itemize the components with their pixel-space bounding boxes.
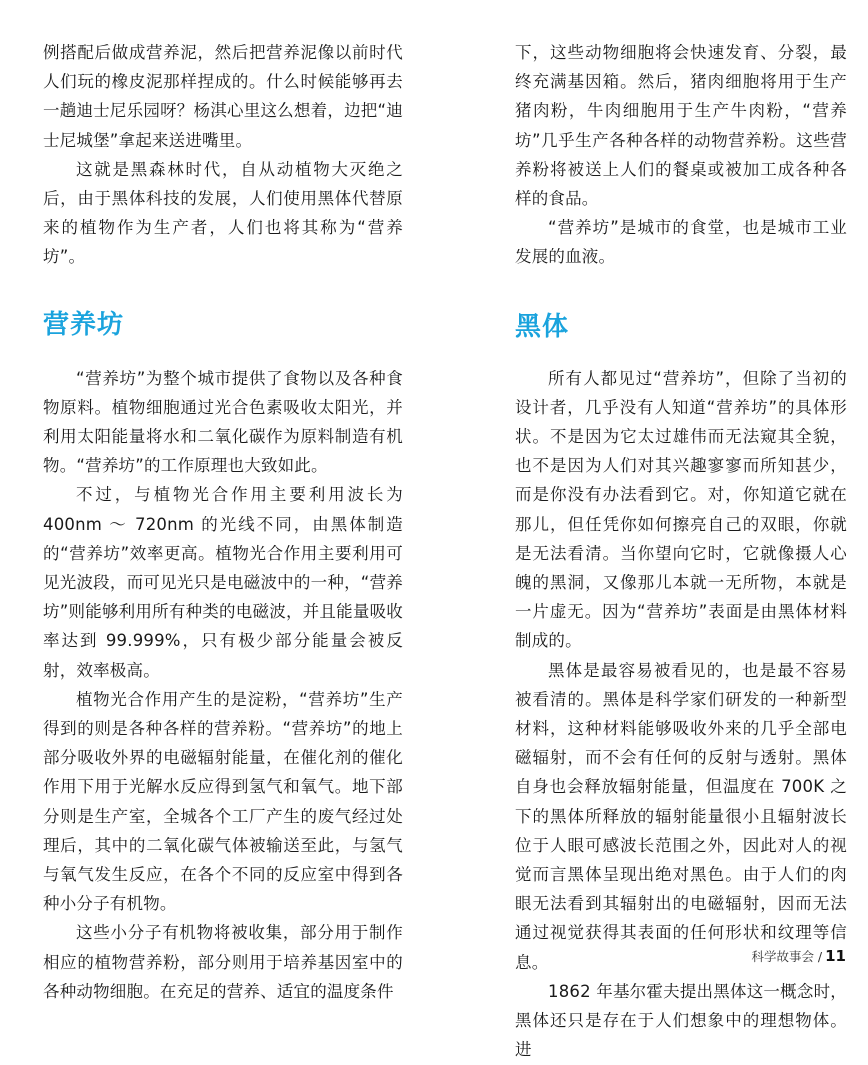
section-heading: 黑体 xyxy=(515,311,570,342)
magazine-name: 科学故事会 / xyxy=(751,949,823,964)
paragraph: 植物光合作用产生的是淀粉，“营养坊”生产得到的则是各种各样的营养粉。“营养坊”的地上部分吸收外界的电磁辐射能量，在催化剂的催化作用下用于光解水反应得到氢气和氧气。地下部分则是生产室，全城各个工厂产生的废气经过处理后，其中的二氧化碳气体被输送至此，与氢气与氧气发生反应，在各个不同的反应室中得到各种小分子有机物。 xyxy=(43,689,403,914)
paragraph: 不过，与植物光合作用主要利用波长为400nm ～ 720nm 的光线不同，由黑体制造的“营养坊”效率更高。植物光合作用主要利用可见光波段，而可见光只是电磁波中的一种，“营养坊”则能够利用所有种类的电磁波，并且能量吸收率达到 99.999%，只有极少部分能量会被反射，效率极高。 xyxy=(43,485,403,680)
section-heading: 营养坊 xyxy=(43,309,125,340)
left-column xyxy=(43,38,403,1006)
paragraph: “营养坊”为整个城市提供了食物以及各种食物原料。植物细胞通过光合色素吸收太阳光，并利用太阳能量将水和二氧化碳作为原料制造有机物。“营养坊”的工作原理也大致如此。 xyxy=(43,368,403,476)
paragraph: 1862 年基尔霍夫提出黑体这一概念时，黑体还只是存在于人们想象中的理想物体。进 xyxy=(515,981,847,1060)
page-footer xyxy=(751,947,846,965)
paragraph: “营养坊”是城市的食堂，也是城市工业发展的血液。 xyxy=(515,218,847,267)
page-number: 11 xyxy=(825,947,846,965)
right-column xyxy=(515,38,847,1065)
paragraph: 黑体是最容易被看见的，也是最不容易被看清的。黑体是科学家们研发的一种新型材料，这种材料能够吸收外来的几乎全部电磁辐射，而不会有任何的反射与透射。黑体自身也会释放辐射能量，但温度在 700K 之下的黑体所释放的辐射能量很小且辐射波长位于人眼可感波长范围之外，因此对人的视觉而言黑体呈现出绝对黑色。由于人们的肉眼无法看到其辐射出的电磁辐射，因而无法通过视觉获得其表面的任何形状和纹理等信息。 xyxy=(515,660,848,972)
paragraph: 下，这些动物细胞将会快速发育、分裂，最终充满基因箱。然后，猪肉细胞将用于生产猪肉粉，牛肉细胞用于生产牛肉粉，“营养坊”几乎生产各种各样的动物营养粉。这些营养粉将被送上人们的餐桌或被加工成各种各样的食品。 xyxy=(515,43,847,209)
paragraph: 所有人都见过“营养坊”，但除了当初的设计者，几乎没有人知道“营养坊”的具体形状。不是因为它太过雄伟而无法窥其全貌，也不是因为人们对其兴趣寥寥而所知甚少，而是你没有办法看到它。对，你知道它就在那儿，但任凭你如何擦亮自己的双眼，你就是无法看清。当你望向它时，它就像摄人心魄的黑洞，又像那儿本就一无所物，本就是一片虚无。因为“营养坊”表面是由黑体材料制成的。 xyxy=(515,368,847,651)
paragraph: 例搭配后做成营养泥，然后把营养泥像以前时代人们玩的橡皮泥那样捏成的。什么时候能够再去一趟迪士尼乐园呀？杨淇心里这么想着，边把“迪士尼城堡”拿起来送进嘴里。 xyxy=(43,43,403,150)
paragraph: 这些小分子有机物将被收集，部分用于制作相应的植物营养粉，部分则用于培养基因室中的各种动物细胞。在充足的营养、适宜的温度条件 xyxy=(43,923,403,1001)
paragraph: 这就是黑森林时代，自从动植物大灭绝之后，由于黑体科技的发展，人们使用黑体代替原来的植物作为生产者，人们也将其称为“营养坊”。 xyxy=(43,159,403,267)
